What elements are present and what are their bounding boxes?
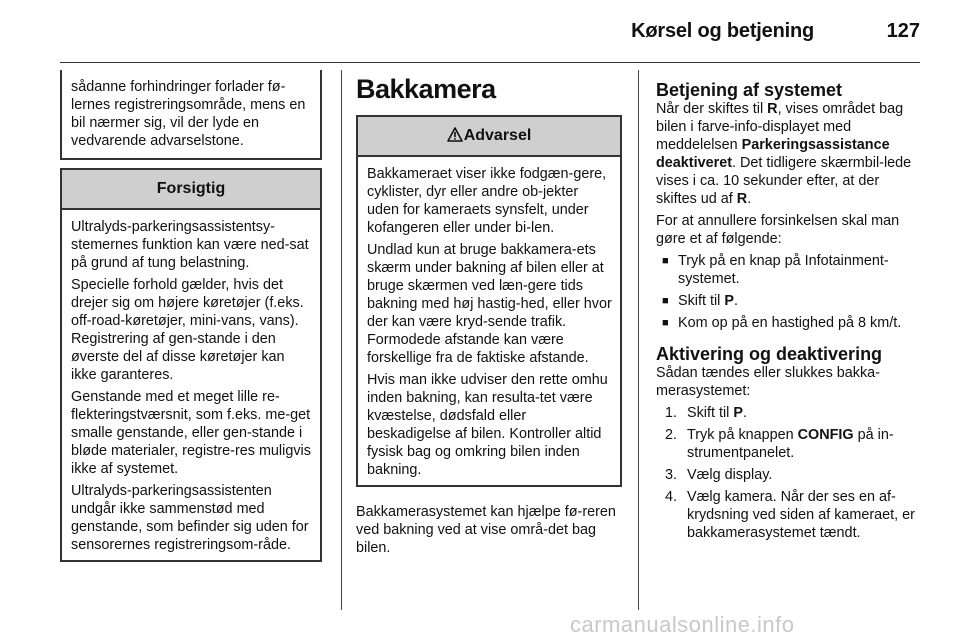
text-run: Tryk på en knap på Infotainment-systemet. <box>678 253 889 287</box>
text-run: Kom op på en hastighed på 8 km/t. <box>678 315 902 331</box>
text-run: Tryk på knappen <box>687 427 798 443</box>
text-run: . <box>734 293 738 309</box>
operation-paragraph: For at annullere forsinkelsen skal man gøre et af følgende: <box>656 213 900 247</box>
square-bullet-icon: ■ <box>662 295 669 307</box>
text-run: . <box>743 405 747 421</box>
list-item <box>656 488 922 542</box>
step-number: 1. <box>665 405 678 421</box>
step-number: 4. <box>665 489 678 505</box>
warning-body <box>358 157 620 485</box>
list-item <box>656 252 922 288</box>
middle-column <box>356 74 622 561</box>
warning-paragraph: Undlad kun at bruge bakkamera-ets skærm under bakning af bilen eller at bruge skærmen ved læn-gere tids bakning med høj hastig-hed, eller hvor der kan være kryd-sende trafik. Formodede afstande kan være forskellige fra de faktiske afstande. <box>367 242 612 366</box>
caution-paragraph: Ultralyds-parkeringsassistenten undgår ikke sammenstød med genstande, som befinder sig uden for sensorernes registreringsom-råde. <box>71 483 309 553</box>
left-column <box>60 70 322 562</box>
cancel-options-list <box>656 252 922 332</box>
header-rule <box>60 62 920 63</box>
caution-paragraph: Specielle forhold gælder, hvis det drejer sig om højere køretøjer (f.eks. off-road-køretøjer, mini-vans, vans). Registrering af gen-stande i den øverste del af disse køretøjer kan ikke garanteres. <box>71 277 304 383</box>
text-run: , vises området bag bilen i farve-info-displayet med meddelelsen <box>656 101 904 153</box>
list-item <box>656 426 922 462</box>
operation-paragraph <box>656 100 922 208</box>
right-column <box>656 80 922 546</box>
section-title: Bakkamera <box>356 74 496 104</box>
list-item <box>656 292 922 310</box>
warning-paragraph: Bakkameraet viser ikke fodgæn-gere, cyklister, dyr eller andre ob-jekter uden for kameraets synsfelt, under kofangeren eller under bi-len. <box>367 166 607 236</box>
text-run: på in-strumentpanelet. <box>687 427 894 461</box>
text-run: Skift til <box>687 405 734 421</box>
gear-label-p: P <box>724 293 734 309</box>
gear-label-p: P <box>733 405 743 421</box>
caution-body <box>62 210 320 560</box>
gear-label-r: R <box>767 101 778 117</box>
activation-heading: Aktivering og deaktivering <box>656 344 883 364</box>
text-run: Vælg display. <box>687 467 773 483</box>
activation-intro: Sådan tændes eller slukkes bakka-merasystemet: <box>656 365 880 399</box>
warning-paragraph: Hvis man ikke udviser den rette omhu inden bakning, kan resulta-tet være kvæstelse, dødsfald eller beskadigelse af bilen. Kontroller altid fysisk bag og omkring bilen inden bakning. <box>367 372 608 478</box>
caution-box <box>60 168 322 562</box>
square-bullet-icon: ■ <box>662 255 669 267</box>
caution-paragraph: Ultralyds-parkeringsassistentsy-stemernes funktion kan være ned-sat på grund af tung belastning. <box>71 219 309 271</box>
caution-paragraph: Genstande med et meget lille re-flekteringstværsnit, som f.eks. me-get smalle genstande, eller gen-stande i bløde materialer, registre-res muligvis ikke af systemet. <box>71 389 311 477</box>
warning-header <box>358 117 620 157</box>
activation-steps <box>656 404 922 542</box>
caution-title: Forsigtig <box>62 170 320 210</box>
warning-triangle-icon <box>447 119 463 157</box>
body-paragraph: Bakkamerasystemet kan hjælpe fø-reren ved bakning ved at vise områ-det bag bilen. <box>356 504 616 556</box>
column-divider <box>341 70 342 610</box>
continued-text: sådanne forhindringer forlader fø-lernes registreringsområde, mens en bil nærmer sig, vil der lyde en vedvarende advarselstone. <box>71 79 306 149</box>
step-number: 3. <box>665 467 678 483</box>
operation-heading: Betjening af systemet <box>656 80 843 100</box>
step-number: 2. <box>665 427 678 443</box>
text-run: Skift til <box>678 293 725 309</box>
text-run: Når der skiftes til <box>656 101 768 117</box>
text-run: Vælg kamera. Når der ses en af-krydsning ved siden af kameraet, er bakkamerasystemet tændt. <box>687 489 915 541</box>
gear-label-r: R <box>736 191 748 207</box>
square-bullet-icon: ■ <box>662 317 669 329</box>
column-divider <box>638 70 639 610</box>
continued-notice-box <box>60 70 322 160</box>
page-number: 127 <box>886 20 920 42</box>
config-button-label: CONFIG <box>797 427 854 443</box>
warning-box <box>356 115 622 487</box>
message-label: Parkeringsassistance deaktiveret <box>656 137 890 171</box>
list-item <box>656 466 922 484</box>
text-run: . <box>747 191 752 207</box>
list-item <box>656 314 922 332</box>
page-header-title: Kørsel og betjening <box>631 20 814 42</box>
watermark: carmanualsonline.info <box>570 612 795 637</box>
warning-title: Advarsel <box>463 127 532 144</box>
text-run: . Det tidligere skærmbil-lede vises i ca. 10 sekunder efter, at der skiftes ud af <box>656 155 912 207</box>
list-item <box>656 404 922 422</box>
